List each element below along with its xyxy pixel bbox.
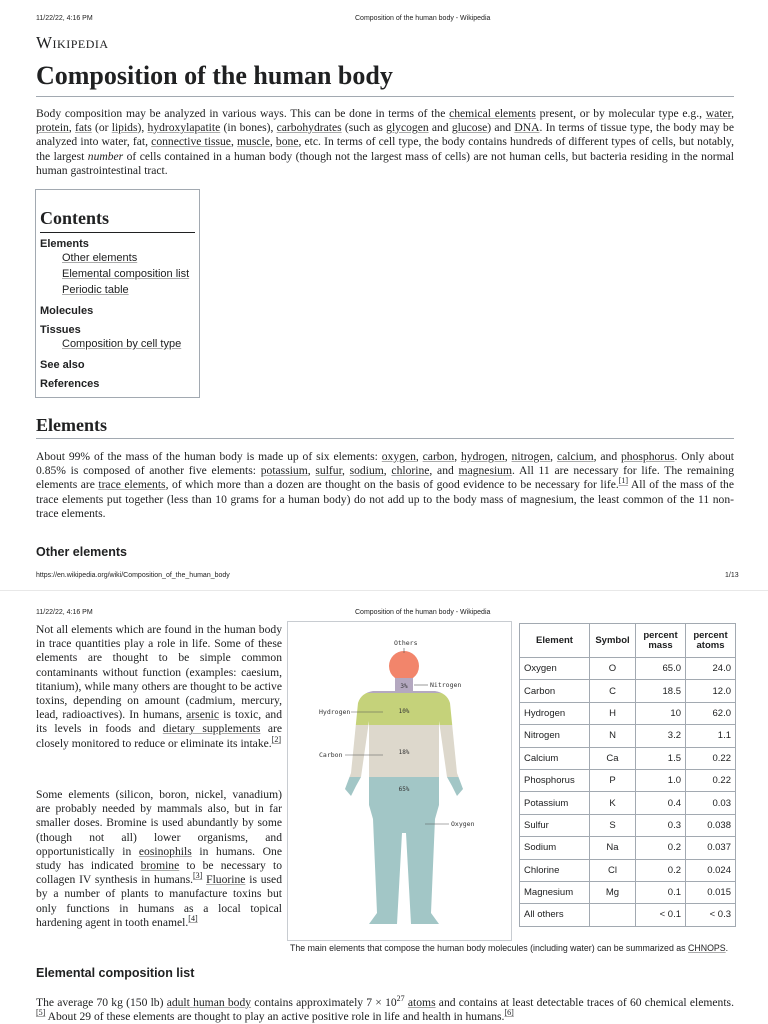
page-title: Composition of the human body [36,61,393,90]
cell-percent-mass: 0.4 [636,792,686,814]
link-water[interactable]: water [705,107,732,120]
toc-divider [40,232,195,233]
reference-6[interactable]: [6] [504,1008,514,1018]
link-calcium[interactable]: calcium [556,450,594,463]
link-bromine[interactable]: bromine [140,859,180,873]
cell-percent-atoms: 62.0 [686,702,736,724]
link-nitrogen[interactable]: nitrogen [511,450,551,463]
cell-percent-atoms: 0.037 [686,837,736,859]
link-dietary-supplements[interactable]: dietary supplements [162,722,261,736]
cell-percent-mass: 1.5 [636,747,686,769]
link-glucose[interactable]: glucose [451,121,488,135]
cell-symbol: H [590,702,636,724]
cell-symbol: O [590,658,636,680]
cell-percent-atoms: 12.0 [686,680,736,702]
link-chlorine[interactable]: chlorine [391,464,430,478]
cell-percent-atoms: 24.0 [686,658,736,680]
cell-symbol: N [590,725,636,747]
human-body-composition-figure[interactable] [287,621,512,941]
cell-percent-atoms: 0.024 [686,859,736,881]
link-chnops[interactable]: CHNOPS [688,943,726,953]
link-chemical-elements[interactable]: chemical elements [449,107,536,120]
cell-element: Chlorine [520,859,590,881]
link-adult-human-body[interactable]: adult human body [166,996,252,1009]
table-row [520,792,736,814]
label-others: Others [394,639,418,647]
elemental-list-paragraph: The average 70 kg (150 lb) adult human body contains approximately $7 \times 10^{27}$ atoms and contains at least detectable traces of 60 chemical elements.[5] About 29 of these elements are thought to play an active positive role in life and health in humans.[6] [36,994,734,1024]
table-row [520,658,736,680]
link-hydroxylapatite[interactable]: hydroxylapatite [147,121,221,135]
link-sodium[interactable]: sodium [349,464,384,478]
toc-item-composition-by-cell-type[interactable]: Composition by cell type [62,338,182,350]
section-divider-elements [36,438,734,439]
cell-symbol: S [590,814,636,836]
cell-percent-atoms: 0.038 [686,814,736,836]
reference-3[interactable]: [3] [192,871,203,881]
link-connective-tissue[interactable]: connective tissue [151,135,231,149]
print-datetime-page2: 11/22/22, 4:16 PM [36,609,93,616]
subsection-heading-other-elements: Other elements [36,545,128,559]
element-table [519,623,736,927]
region-oxygen [287,777,512,941]
cell-percent-mass: 3.2 [636,725,686,747]
reference-1[interactable]: [1] [618,476,629,486]
toc-item-molecules[interactable]: Molecules [40,305,94,317]
col-header-percent-atoms: percent atoms [686,624,736,658]
subsection-heading-elemental-composition-list: Elemental composition list [36,966,195,980]
cell-percent-atoms: 1.1 [686,725,736,747]
cell-element: Calcium [520,747,590,769]
link-protein[interactable]: protein [36,121,69,135]
cell-element: Carbon [520,680,590,702]
page-break [0,590,768,591]
cell-element: Sulfur [520,814,590,836]
other-elements-paragraph-1: Not all elements which are found in the human body in trace quantities play a role in life. Some of these elements are thought to be simple common contaminants without function (examples: caesium, titanium), while many others are thought to be active toxins, depending on amount (cadmium, mercury, lead, radioactives). In humans, arsenic is toxic, and its levels in foods and dietary supplements are closely monitored to reduce or eliminate its intake.[2] [36,623,282,750]
table-of-contents [35,189,200,398]
print-doc-title-page2: Composition of the human body - Wikipedia [355,609,491,616]
col-header-symbol: Symbol [590,624,636,658]
label-hydrogen: Hydrogen [319,708,351,716]
table-row [520,837,736,859]
link-eosinophils[interactable]: eosinophils [138,844,192,858]
cell-percent-mass: 65.0 [636,658,686,680]
cell-percent-mass: 0.1 [636,881,686,903]
table-row [520,881,736,903]
pct-oxygen: 65% [398,786,410,793]
toc-item-tissues[interactable]: Tissues [40,324,81,336]
intro-paragraph: Body composition may be analyzed in various ways. This can be done in terms of the chemical elements present, or by molecular type e.g., water, protein, fats (or lipids), hydroxylapatite (in bones), carbohydrates (such as glycogen and glucose) and DNA. In terms of tissue type, the body may be analyzed into water, fat, connective tissue, muscle, bone, etc. In terms of cell type, the body contains hundreds of different types of cells, but notably, the largest number of cells contained in a human body (though not the largest mass of cells) are not human cells, but bacteria residing in the normal human gastrointestinal tract. [36,107,735,177]
link-arsenic[interactable]: arsenic [186,708,220,722]
cell-element: All others [520,904,590,926]
cell-percent-mass: 18.5 [636,680,686,702]
table-row [520,747,736,769]
title-divider [36,96,734,97]
label-oxygen: Oxygen [451,820,475,828]
print-doc-title: Composition of the human body - Wikipedia [355,15,491,22]
print-url: https://en.wikipedia.org/wiki/Composition_of_the_human_body [36,572,230,579]
cell-percent-mass: 1.0 [636,769,686,791]
link-magnesium[interactable]: magnesium [458,464,512,478]
cell-element: Magnesium [520,881,590,903]
cell-percent-atoms: 0.22 [686,747,736,769]
toc-item-elements[interactable]: Elements [40,238,89,250]
link-lipids[interactable]: lipids [111,121,138,135]
table-row [520,859,736,881]
link-glycogen[interactable]: glycogen [386,121,429,135]
cell-symbol [590,904,636,926]
wikipedia-wordmark[interactable]: Wikipedia [36,33,109,52]
reference-2[interactable]: [2] [271,734,281,744]
pct-nitrogen: 3% [400,683,408,690]
cell-percent-atoms: 0.015 [686,881,736,903]
cell-symbol: Cl [590,859,636,881]
table-row [520,814,736,836]
cell-element: Potassium [520,792,590,814]
section-heading-elements: Elements [36,415,107,435]
cell-percent-mass: 0.3 [636,814,686,836]
cell-symbol: Mg [590,881,636,903]
link-phosphorus[interactable]: phosphorus [621,450,675,463]
toc-item-elemental-composition-list[interactable]: Elemental composition list [62,268,190,280]
link-dna[interactable]: DNA [514,121,540,135]
table-row [520,769,736,791]
cell-percent-atoms: < 0.3 [686,904,736,926]
cell-percent-atoms: 0.03 [686,792,736,814]
toc-item-other-elements[interactable]: Other elements [62,252,138,264]
label-carbon: Carbon [319,751,343,759]
link-fats[interactable]: fats [74,121,92,135]
region-others [287,621,512,678]
link-muscle[interactable]: muscle [237,135,270,149]
cell-element: Nitrogen [520,725,590,747]
cell-element: Oxygen [520,658,590,680]
link-trace-elements[interactable]: trace elements [98,478,166,492]
table-row [520,725,736,747]
link-carbohydrates[interactable]: carbohydrates [276,121,342,135]
col-header-percent-mass: percent mass [636,624,686,658]
cell-symbol: Na [590,837,636,859]
link-hydrogen[interactable]: hydrogen [460,450,505,463]
toc-item-references[interactable]: References [40,378,100,390]
table-row [520,680,736,702]
link-atoms[interactable]: atoms [407,996,436,1009]
pct-hydrogen: 10% [398,708,410,715]
link-carbon[interactable]: carbon [422,450,455,463]
figure-caption: The main elements that compose the human body molecules (including water) can be summarized as CHNOPS. [290,943,729,953]
other-elements-paragraph-2: Some elements (silicon, boron, nickel, vanadium) are probably needed by mammals also, but in far smaller doses. Bromine is used abundantly by some (though not all) lower organisms, and opportunistically in eosinophils in humans. One study has indicated bromine to be necessary to collagen IV synthesis in humans.[3] Fluorine is used by a number of plants to manufacture toxins but only functions in humans as a local topical hardening agent in tooth enamel.[4] [36,788,283,929]
link-bone[interactable]: bone [275,135,299,149]
cell-symbol: P [590,769,636,791]
cell-symbol: Ca [590,747,636,769]
toc-title: Contents [40,208,110,228]
pct-carbon: 18% [398,749,410,756]
col-header-element: Element [520,624,590,658]
cell-percent-mass: 0.2 [636,859,686,881]
link-oxygen[interactable]: oxygen [381,450,416,463]
cell-percent-mass: < 0.1 [636,904,686,926]
table-row [520,702,736,724]
table-header-row [520,624,736,658]
cell-symbol: K [590,792,636,814]
toc-item-see-also[interactable]: See also [40,359,85,371]
cell-symbol: C [590,680,636,702]
cell-percent-mass: 10 [636,702,686,724]
cell-element: Phosphorus [520,769,590,791]
print-page-number: 1/13 [725,572,739,579]
cell-element: Sodium [520,837,590,859]
print-datetime: 11/22/22, 4:16 PM [36,15,93,22]
link-sulfur[interactable]: sulfur [315,464,342,478]
link-fluorine[interactable]: Fluorine [206,873,246,887]
reference-4[interactable]: [4] [188,913,198,923]
toc-item-periodic-table[interactable]: Periodic table [62,284,129,296]
cell-percent-atoms: 0.22 [686,769,736,791]
reference-5[interactable]: [5] [36,1008,46,1018]
elements-paragraph: About 99% of the mass of the human body is made up of six elements: oxygen, carbon, hydrogen, nitrogen, calcium, and phosphorus. Only about 0.85% is composed of another five elements: potassium, sulfur, sodium, chlorine, and magnesium. All 11 are necessary for life. The remaining elements are trace elements, of which more than a dozen are thought on the basis of good evidence to be necessary for life.[1] All of the mass of the trace elements put together (less than 10 grams for a human body) do not add up to the body mass of magnesium, the least common of the 11 non-trace elements. [36,450,735,520]
cell-element: Hydrogen [520,702,590,724]
link-potassium[interactable]: potassium [260,464,308,478]
label-nitrogen: Nitrogen [430,681,462,689]
cell-percent-mass: 0.2 [636,837,686,859]
table-row [520,904,736,926]
